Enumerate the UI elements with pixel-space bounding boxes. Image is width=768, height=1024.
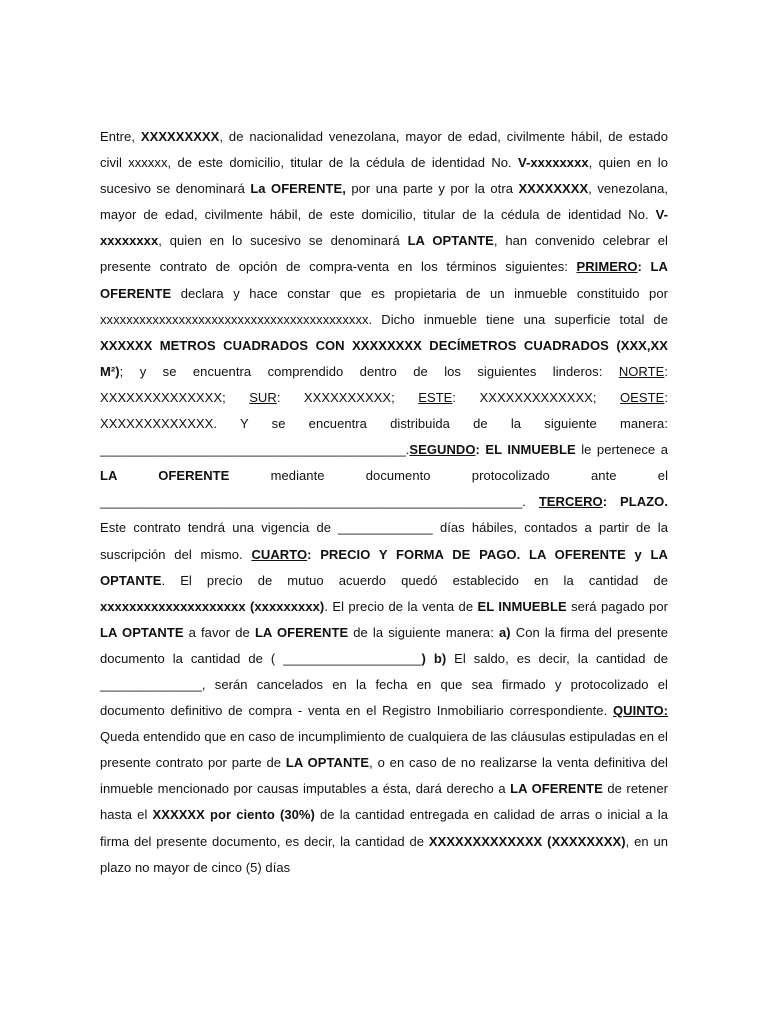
party-name-oferente: XXXXXXXXX [140, 129, 220, 144]
text-run: , venezolana, mayor de edad, civilmente hábil, de este domicilio, titular de la cédula de identidad No. [100, 181, 669, 223]
retention-percentage: XXXXXX por ciento (30%) [152, 807, 315, 823]
boundary-label-sur: SUR [249, 389, 277, 405]
party-role: La OFERENTE, [250, 181, 346, 197]
clause-heading-segundo: SEGUNDO: EL INMUEBLE [409, 442, 576, 458]
text-run: Entre, [100, 129, 141, 144]
property-term: EL INMUEBLE [477, 598, 567, 614]
party-name-optante: XXXXXXXX [518, 181, 589, 197]
text-run: le pertenece a [575, 442, 668, 458]
text-run: de retener hasta el [100, 781, 668, 823]
text-run: . El precio de mutuo acuerdo quedó establecido en la cantidad de [161, 572, 668, 588]
text-run: será pagado por [566, 598, 668, 614]
text-run: : XXXXXXXXXXXXXX; [100, 363, 668, 405]
boundary-label-oeste: OESTE [620, 389, 665, 405]
id-number: V-xxxxxxxx [100, 207, 668, 249]
text-run: por una parte y por la otra [345, 181, 519, 197]
text-run [642, 259, 651, 274]
text-run: ; y se encuentra comprendido dentro de los siguientes linderos: [119, 363, 619, 379]
item-marker-b: ) b) [421, 650, 447, 666]
text-run: : XXXXXXXXXX; [276, 389, 419, 405]
text-run: El saldo, es decir, la cantidad de ______________, serán cancelados en la fecha en que sea firmado y protocolizado el documento definitivo de compra - venta en el Registro Inmobiliario correspondiente. [100, 650, 668, 719]
party-role: LA OPTANTE [407, 233, 494, 249]
surface-area: XXXXXX METROS CUADRADOS CON XXXXXXXX DECÍMETROS CUADRADOS (XXX,XX M²) [100, 337, 668, 379]
party-role: LA OFERENTE [100, 468, 230, 484]
text-run: Con la firma del presente documento la cantidad de ( ___________________ [100, 624, 668, 666]
party-role: LA OFERENTE [254, 624, 349, 640]
text-run: : XXXXXXXXXXXXX. Y se encuentra distribuida de la siguiente manera: __________________________________________. [100, 389, 668, 458]
party-role: LA OFERENTE [100, 259, 668, 301]
party-role: LA OFERENTE [510, 781, 603, 797]
text-run: de la cantidad entregada en calidad de arras o inicial a la firma del presente documento, es decir, la cantidad de [100, 807, 669, 849]
item-marker-a: a) [498, 624, 511, 640]
clause-heading-primero: PRIMERO: [576, 259, 642, 275]
text-run: a favor de [183, 624, 255, 640]
text-run: : XXXXXXXXXXXXX; [452, 389, 620, 405]
text-run: . El precio de la venta de [324, 598, 478, 614]
text-run: de la siguiente manera: [348, 624, 499, 640]
boundary-label-norte: NORTE [618, 363, 665, 379]
text-run: , de nacionalidad venezolana, mayor de edad, civilmente hábil, de estado civil xxxxxx, de este domicilio, titular de la cédula de identidad No. [100, 129, 668, 171]
text-run: , quien en lo sucesivo se denominará [100, 155, 668, 197]
boundary-label-este: ESTE [418, 389, 453, 405]
clause-heading-tercero: TERCERO: PLAZO. [538, 494, 668, 510]
clause-heading-quinto: QUINTO: [613, 703, 668, 719]
contract-body [100, 124, 668, 881]
price-amount: xxxxxxxxxxxxxxxxxxxx (xxxxxxxxx) [100, 598, 325, 614]
retention-amount: XXXXXXXXXXXXX (XXXXXXXX) [428, 833, 626, 849]
text-run: , han convenido celebrar el presente contrato de opción de compra-venta en los términos siguientes: [100, 233, 668, 275]
text-run: , en un plazo no mayor de cinco (5) días [100, 833, 669, 875]
text-run: mediante documento protocolizado ante el __________________________________________________________. [100, 468, 669, 510]
id-number: V-xxxxxxxx [518, 155, 589, 171]
text-run: Este contrato tendrá una vigencia de _____________ días hábiles, contados a partir de la suscripción del mismo. [100, 520, 668, 562]
clause-heading-cuarto: CUARTO: PRECIO Y FORMA DE PAGO. LA OFERENTE y LA OPTANTE [100, 546, 668, 588]
party-role: LA OPTANTE [285, 755, 370, 771]
text-run: Queda entendido que en caso de incumplimiento de cualquiera de las cláusulas estipuladas en el presente contrato por parte de [100, 729, 668, 771]
text-run: declara y hace constar que es propietaria de un inmueble constituido por xxxxxxxxxxxxxxxxxxxxxxxxxxxxxxxxxxxxxxxxx. Dicho inmueble tiene una superficie total de [100, 285, 668, 327]
party-role: LA OPTANTE [100, 624, 184, 640]
text-run: , o en caso de no realizarse la venta definitiva del inmueble mencionado por causas imputables a ésta, dará derecho a [100, 755, 668, 797]
text-run: , quien en lo sucesivo se denominará [158, 233, 408, 249]
